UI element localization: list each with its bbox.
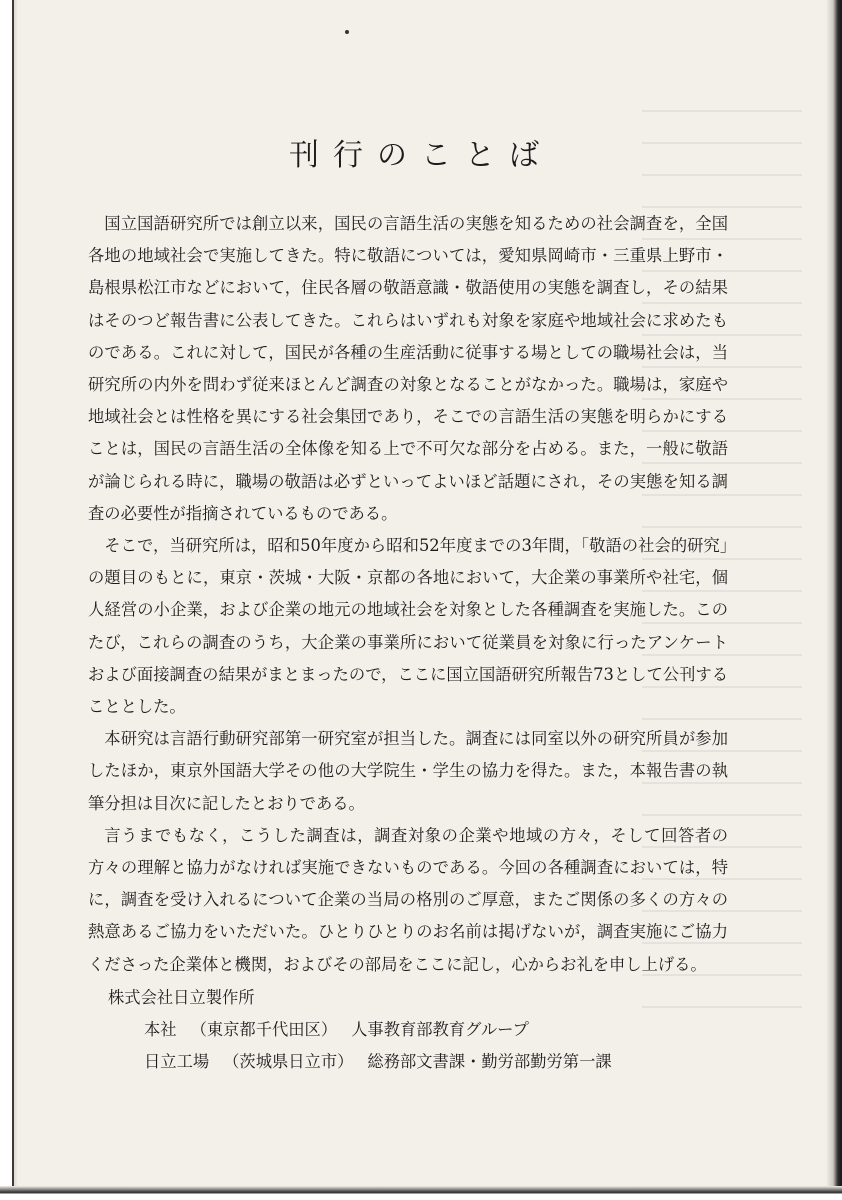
org-row-hitachi-works bbox=[108, 1046, 612, 1078]
org-row-headquarters bbox=[108, 1014, 612, 1046]
org-departments: 総務部文書課・勤労部勤労第一課 bbox=[367, 1052, 612, 1072]
page-left-edge bbox=[0, 0, 18, 1200]
org-location: （東京都千代田区） bbox=[190, 1020, 338, 1040]
company-name: 株式会社日立製作所 bbox=[108, 988, 255, 1007]
org-departments: 人事教育部教育グループ bbox=[351, 1020, 529, 1040]
page-title: 刊行のことば bbox=[289, 138, 553, 173]
binding-line bbox=[12, 0, 14, 1200]
print-speck bbox=[345, 30, 349, 34]
acknowledged-organization bbox=[108, 982, 612, 1079]
org-site: 本社 bbox=[144, 1020, 177, 1040]
paragraph-4: 言うまでもなく，こうした調査は，調査対象の企業や地域の方々，そして回答者の方々の理解と協力がなければ実施できないものである。今回の各種調査においては，特に，調査を受け入れるについて企業の当局の格別のご厚意，またご関係の多くの方々の熱意あるご協力をいただいた。ひとりひとりのお名前は掲げないが，調査実施にご協力くださった企業体と機関，およびその部局をここに記し，心からお礼を申し上げる。 bbox=[88, 825, 728, 974]
paragraph-2: そこで，当研究所は，昭和50年度から昭和52年度までの3年間，「敬語の社会的研究」の題目のもとに，東京・茨城・大阪・京都の各地において，大企業の事業所や社宅，個人経営の小企業，および企業の地元の地域社会を対象とした各種調査を実施した。このたび，これらの調査のうち，大企業の事業所において従業員を対象に行ったアンケートおよび面接調査の結果がまとまったので，ここに国立国語研究所報告73として公刊することとした。 bbox=[88, 536, 728, 717]
body-text bbox=[88, 208, 728, 981]
org-location: （茨城県日立市） bbox=[223, 1052, 354, 1072]
page-bottom-edge bbox=[0, 1186, 842, 1200]
org-site: 日立工場 bbox=[144, 1052, 210, 1072]
page-right-edge bbox=[826, 0, 842, 1200]
paragraph-3: 本研究は言語行動研究部第一研究室が担当した。調査には同室以外の研究所員が参加したほか，東京外国語大学その他の大学院生・学生の協力を得た。また，本報告書の執筆分担は目次に記したとおりである。 bbox=[88, 729, 728, 813]
paragraph-1: 国立国語研究所では創立以来，国民の言語生活の実態を知るための社会調査を，全国各地の地域社会で実施してきた。特に敬語については，愛知県岡崎市・三重県上野市・島根県松江市などにおいて，住民各層の敬語意識・敬語使用の実態を調査し，その結果はそのつど報告書に公表してきた。これらはいずれも対象を家庭や地域社会に求めたものである。これに対して，国民が各種の生産活動に従事する場としての職場社会は，当研究所の内外を問わず従来ほとんど調査の対象となることがなかった。職場は，家庭や地域社会とは性格を異にする社会集団であり，そこでの言語生活の実態を明らかにすることは，国民の言語生活の全体像を知る上で不可欠な部分を占める。また，一般に敬語が論じられる時に，職場の敬語は必ずといってよいほど話題にされ，その実態を知る調査の必要性が指摘されているものである。 bbox=[88, 214, 728, 523]
